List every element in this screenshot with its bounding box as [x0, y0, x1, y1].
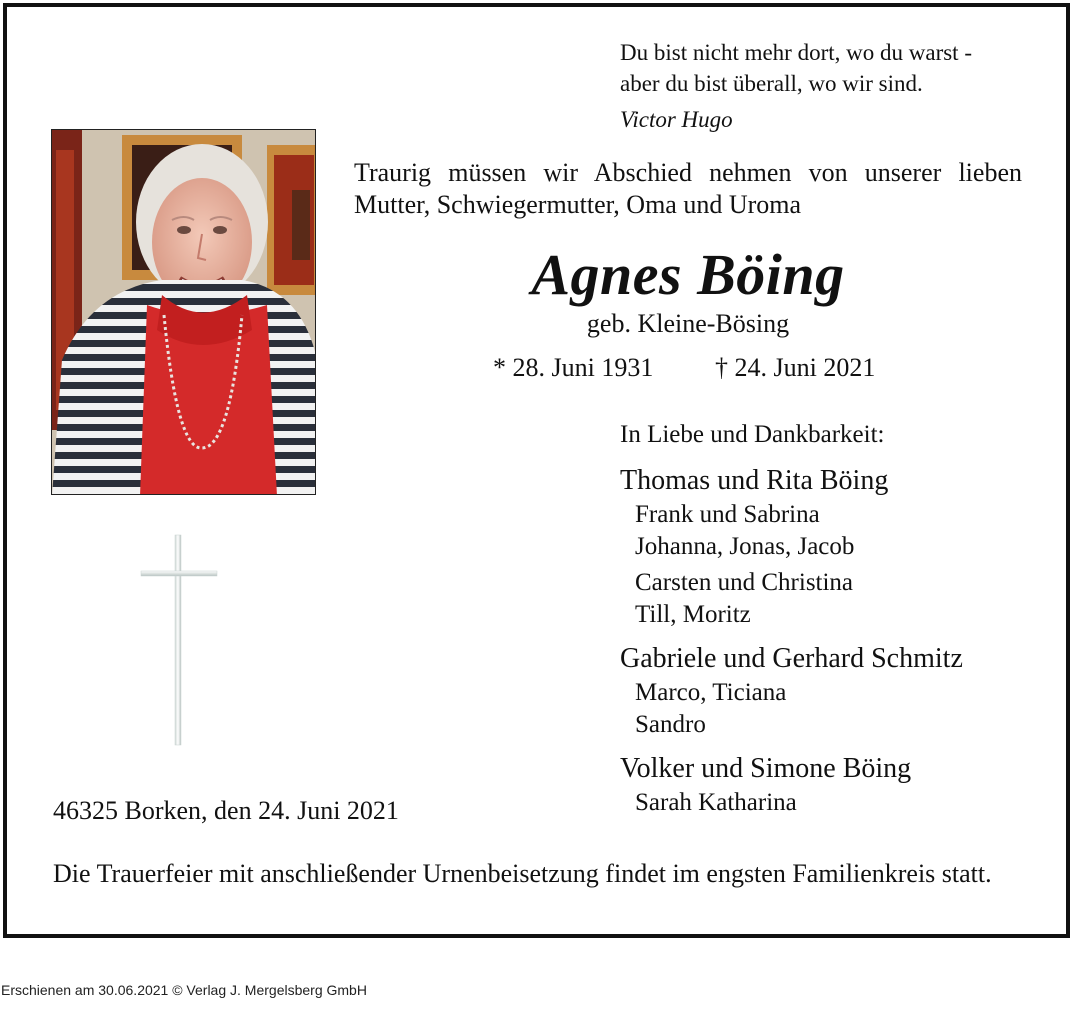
intro-text: Traurig müssen wir Abschied nehmen von unserer lieben Mutter, Schwiegermutter, Oma und Uroma: [354, 158, 1022, 219]
family-head: Volker und Simone Böing: [620, 753, 912, 784]
birth-date: * 28. Juni 1931: [493, 353, 654, 382]
cross-icon: [139, 533, 219, 747]
quote-author: Victor Hugo: [620, 107, 733, 132]
family-head: Thomas und Rita Böing: [620, 465, 889, 496]
ceremony-notice: Die Trauerfeier mit anschließender Urnenbeisetzung findet im engsten Familienkreis statt.: [53, 859, 992, 888]
quote: [620, 37, 972, 99]
family-member: Sandro: [635, 711, 706, 738]
birth-name: geb. Kleine-Bösing: [586, 309, 790, 338]
portrait-photo: [51, 129, 316, 495]
family-member: Sarah Katharina: [635, 789, 797, 816]
family-member: Carsten und Christina: [635, 569, 854, 596]
death-date: † 24. Juni 2021: [715, 353, 876, 382]
place-date: 46325 Borken, den 24. Juni 2021: [53, 796, 399, 825]
obituary-frame: [3, 3, 1070, 938]
family-member: Johanna, Jonas, Jacob: [635, 533, 855, 560]
family-member: Marco, Ticiana: [635, 679, 787, 706]
publication-footer: Erschienen am 30.06.2021 © Verlag J. Mergelsberg GmbH: [1, 982, 367, 998]
quote-line-2: aber du bist überall, wo wir sind.: [620, 71, 923, 96]
family-head: Gabriele und Gerhard Schmitz: [620, 643, 963, 674]
mourners-title: In Liebe und Dankbarkeit:: [620, 421, 885, 448]
deceased-name: Agnes Böing: [531, 242, 845, 307]
family-member: Frank und Sabrina: [635, 501, 820, 528]
family-member: Till, Moritz: [635, 601, 751, 628]
quote-line-1: Du bist nicht mehr dort, wo du warst -: [620, 40, 972, 65]
mourners-list: [620, 463, 963, 819]
